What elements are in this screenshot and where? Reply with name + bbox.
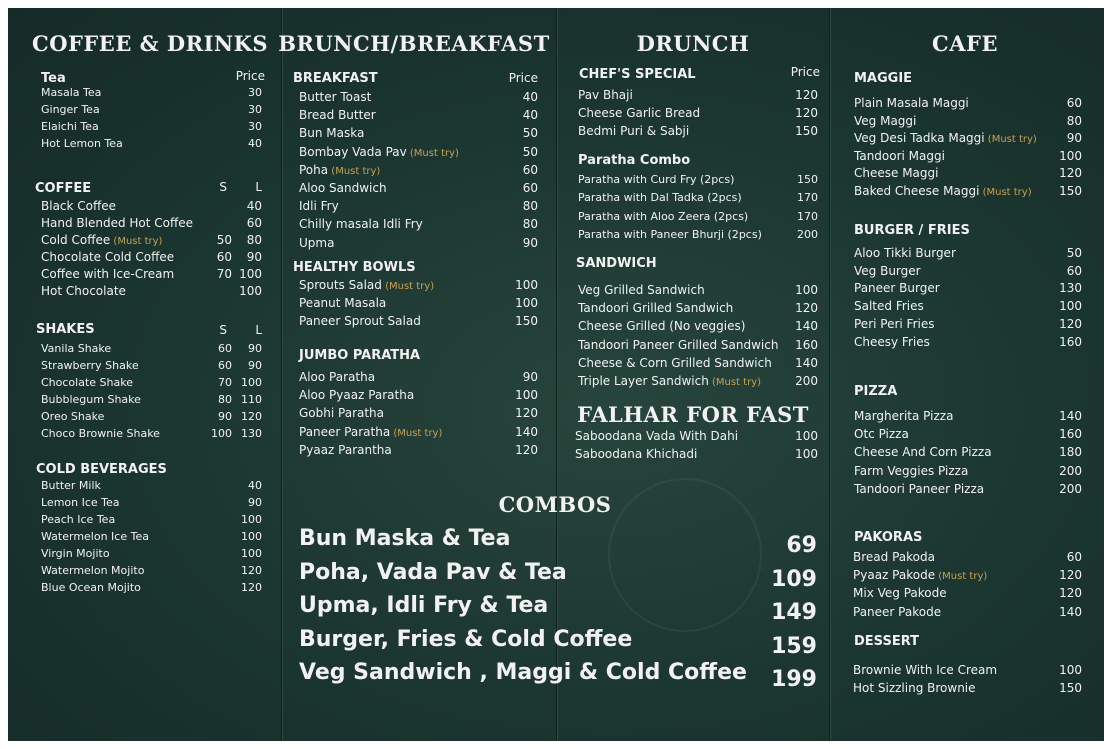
item-name: Hot Lemon Tea (41, 137, 123, 150)
item-name: Tandoori Maggi (854, 148, 945, 163)
item-price: 160 (1059, 334, 1082, 349)
item-name: Oreo Shake (41, 410, 105, 423)
item-name: Butter Milk (41, 479, 101, 492)
item-price: 30 (248, 86, 262, 99)
combo-price: 69 (786, 533, 817, 558)
item-name: Aloo Sandwich (299, 181, 387, 195)
item-name: Bread Butter (299, 108, 376, 123)
item-name: Mix Veg Pakode (853, 586, 947, 601)
item-name: Lemon Ice Tea (41, 496, 120, 509)
section-title-brunch-breakfast: BRUNCH/BREAKFAST (278, 31, 550, 56)
item-price: 50 (1066, 246, 1082, 260)
must-try-tag: (Must try) (110, 236, 163, 247)
item-name: Saboodana Vada With Dahi (575, 429, 739, 443)
item-name: Tandoori Paneer Pizza (854, 481, 985, 496)
item-price: 120 (795, 106, 818, 120)
section-title-coffee-drinks: COFFEE & DRINKS (31, 31, 269, 56)
item-name: Pyaaz Pakode (Must try) (853, 568, 988, 583)
item-price-large: 60 (246, 216, 262, 230)
item-name: Cheese And Corn Pizza (854, 445, 992, 460)
item-price: 120 (515, 442, 538, 457)
item-price: 120 (241, 564, 262, 577)
price-label: Price (790, 65, 820, 79)
item-price: 40 (522, 90, 538, 104)
item-price: 90 (522, 370, 538, 384)
item-name: Peri Peri Fries (854, 316, 935, 331)
item-price: 140 (795, 355, 818, 370)
combo-price: 159 (771, 633, 817, 659)
item-price-large: 100 (239, 284, 262, 298)
item-price-small: 60 (218, 359, 232, 372)
combo-price: 199 (771, 667, 817, 692)
item-price: 100 (241, 547, 262, 560)
item-name: Peanut Masala (299, 296, 387, 311)
item-name: Poha (Must try) (299, 162, 381, 177)
item-price: 120 (1059, 568, 1082, 583)
item-name: Cheese Grilled (No veggies) (578, 319, 746, 334)
item-price: 100 (795, 283, 818, 297)
item-name: Plain Masala Maggi (854, 96, 969, 110)
size-large-label: L (255, 180, 262, 194)
size-large-label: L (255, 323, 262, 337)
item-price: 100 (241, 530, 262, 543)
combo-name: Veg Sandwich , Maggi & Cold Coffee (299, 660, 747, 685)
item-name: Salted Fries (854, 299, 924, 314)
combo-price: 109 (771, 566, 817, 592)
menu-board (8, 8, 1104, 741)
item-price: 50 (522, 126, 538, 141)
item-price-large: 90 (246, 250, 262, 264)
size-small-label: S (219, 180, 227, 194)
item-price: 30 (248, 120, 262, 133)
item-price-small: 50 (216, 233, 232, 247)
header-shakes: SHAKES (36, 322, 95, 337)
item-price: 90 (248, 496, 262, 509)
item-price: 30 (248, 103, 262, 116)
item-name: Virgin Mojito (41, 547, 110, 560)
header-paratha-combo: Paratha Combo (578, 153, 691, 168)
item-name: Tandoori Paneer Grilled Sandwich (578, 337, 779, 352)
item-price: 60 (1066, 550, 1082, 564)
item-name: Cheese & Corn Grilled Sandwich (578, 355, 772, 370)
item-price: 40 (248, 479, 262, 492)
item-price: 90 (522, 235, 538, 250)
item-price-large: 100 (241, 376, 262, 389)
item-price: 120 (795, 88, 818, 102)
header-cold-beverages: COLD BEVERAGES (36, 462, 167, 477)
item-price: 170 (797, 191, 818, 205)
item-price: 100 (515, 296, 538, 311)
item-name: Bun Maska (299, 126, 365, 141)
item-name: Strawberry Shake (41, 359, 139, 372)
item-price-small: 70 (216, 267, 232, 281)
item-name: Watermelon Ice Tea (41, 530, 149, 543)
item-price: 100 (1059, 663, 1082, 677)
item-name: Cheesy Fries (854, 334, 930, 349)
item-name: Upma (299, 235, 335, 250)
item-price-large: 40 (246, 199, 262, 213)
item-price: 40 (248, 137, 262, 150)
item-name: Choco Brownie Shake (41, 427, 160, 440)
item-name: Butter Toast (299, 90, 372, 104)
item-price: 150 (1059, 184, 1082, 198)
item-name: Veg Desi Tadka Maggi (Must try) (854, 131, 1037, 146)
header-burger-fries: BURGER / FRIES (854, 223, 970, 238)
item-name: Vanila Shake (41, 342, 112, 355)
item-price: 180 (1059, 445, 1082, 460)
item-price: 90 (1066, 131, 1082, 146)
item-name: Paratha with Paneer Bhurji (2pcs) (578, 227, 762, 241)
item-name: Veg Burger (854, 263, 921, 278)
must-try-tag: (Must try) (984, 134, 1037, 146)
item-name: Sprouts Salad (Must try) (299, 278, 435, 292)
item-name: Bombay Vada Pav (Must try) (299, 144, 459, 159)
item-name: Coffee with Ice-Cream (41, 267, 175, 281)
item-price: 60 (522, 181, 538, 195)
price-label: Price (235, 69, 265, 83)
item-name: Masala Tea (41, 86, 102, 99)
item-price: 120 (1059, 166, 1082, 181)
item-price-large: 130 (241, 427, 262, 440)
item-price: 140 (795, 319, 818, 334)
combo-name: Burger, Fries & Cold Coffee (299, 626, 633, 652)
item-name: Pav Bhaji (578, 88, 633, 102)
item-name: Chocolate Cold Coffee (41, 250, 175, 264)
item-name: Baked Cheese Maggi (Must try) (854, 184, 1032, 198)
item-name: Triple Layer Sandwich (Must try) (578, 374, 762, 388)
item-name: Idli Fry (299, 199, 339, 214)
must-try-tag: (Must try) (708, 377, 762, 388)
column-divider (281, 8, 282, 741)
item-price: 100 (241, 513, 262, 526)
item-price: 140 (1059, 409, 1082, 423)
header-tea: Tea (41, 71, 66, 86)
item-price: 150 (795, 124, 818, 138)
combo-price: 149 (771, 600, 817, 625)
item-price-large: 100 (239, 267, 262, 281)
item-name: Bedmi Puri & Sabji (578, 124, 690, 138)
item-price: 150 (515, 314, 538, 329)
item-price: 120 (241, 581, 262, 594)
must-try-tag: (Must try) (390, 427, 443, 439)
must-try-tag: (Must try) (406, 147, 459, 159)
item-name: Pyaaz Parantha (299, 442, 392, 457)
header-breakfast: BREAKFAST (293, 71, 378, 86)
item-price: 200 (797, 227, 818, 241)
item-name: Gobhi Paratha (299, 406, 385, 421)
section-title-falhar-for-fast: FALHAR FOR FAST (577, 402, 809, 427)
item-price-small: 80 (218, 393, 232, 406)
item-name: Paratha with Aloo Zeera (2pcs) (578, 209, 749, 223)
header-healthy-bowls: HEALTHY BOWLS (293, 260, 416, 275)
item-price: 100 (515, 278, 538, 292)
header-maggie: MAGGIE (854, 71, 913, 86)
item-name: Cheese Maggi (854, 166, 939, 181)
header-pakoras: PAKORAS (854, 530, 923, 545)
item-name: Paneer Paratha (Must try) (299, 424, 443, 439)
item-price: 80 (522, 199, 538, 214)
item-name: Cheese Garlic Bread (578, 106, 701, 120)
item-price: 60 (522, 162, 538, 177)
item-name: Elaichi Tea (41, 120, 99, 133)
item-price: 120 (795, 301, 818, 316)
item-name: Hand Blended Hot Coffee (41, 216, 194, 230)
item-price-small: 60 (216, 250, 232, 264)
combo-name: Upma, Idli Fry & Tea (299, 593, 549, 618)
item-name: Chilly masala Idli Fry (299, 217, 423, 232)
item-price: 100 (515, 388, 538, 403)
item-price-large: 80 (246, 233, 262, 247)
item-name: Otc Pizza (854, 427, 909, 442)
item-price: 170 (797, 209, 818, 223)
item-name: Paratha with Dal Tadka (2pcs) (578, 191, 742, 205)
item-name: Bread Pakoda (853, 550, 935, 564)
header-dessert: DESSERT (854, 634, 919, 649)
combo-name: Poha, Vada Pav & Tea (299, 559, 567, 585)
item-price: 120 (515, 406, 538, 421)
item-price: 60 (1066, 263, 1082, 278)
item-name: Bubblegum Shake (41, 393, 141, 406)
combo-name: Bun Maska & Tea (299, 526, 511, 551)
header-sandwich: SANDWICH (576, 256, 657, 271)
item-name: Black Coffee (41, 199, 117, 213)
item-price-small: 60 (218, 342, 232, 355)
item-price: 150 (797, 173, 818, 186)
item-price-small: 90 (218, 410, 232, 423)
item-price-large: 120 (241, 410, 262, 423)
item-name: Tandoori Grilled Sandwich (578, 301, 734, 316)
must-try-tag: (Must try) (979, 187, 1032, 198)
item-name: Watermelon Mojito (41, 564, 145, 577)
item-price: 130 (1059, 281, 1082, 296)
item-name: Paneer Pakode (853, 604, 942, 619)
item-price: 140 (1059, 604, 1082, 619)
item-price: 80 (522, 217, 538, 232)
item-name: Aloo Paratha (299, 370, 376, 384)
item-name: Hot Sizzling Brownie (853, 680, 976, 695)
item-name: Peach Ice Tea (41, 513, 116, 526)
column-divider (829, 8, 830, 741)
item-price: 120 (1059, 316, 1082, 331)
must-try-tag: (Must try) (935, 571, 988, 583)
header-pizza: PIZZA (854, 384, 898, 399)
item-price: 100 (1059, 148, 1082, 163)
item-name: Veg Maggi (854, 113, 917, 128)
item-name: Blue Ocean Mojito (41, 581, 141, 594)
item-price: 140 (515, 424, 538, 439)
item-price-small: 70 (218, 376, 232, 389)
section-title-drunch: DRUNCH (636, 31, 750, 56)
item-price-large: 90 (248, 359, 262, 372)
item-name: Farm Veggies Pizza (854, 463, 969, 478)
item-name: Brownie With Ice Cream (853, 663, 998, 677)
item-price: 150 (1059, 680, 1082, 695)
size-small-label: S (219, 323, 227, 337)
item-price-large: 90 (248, 342, 262, 355)
item-name: Hot Chocolate (41, 284, 126, 298)
item-price-large: 110 (241, 393, 262, 406)
item-name: Aloo Pyaaz Paratha (299, 388, 415, 403)
item-price: 40 (522, 108, 538, 123)
item-name: Paneer Sprout Salad (299, 314, 421, 329)
header-jumbo-paratha: JUMBO PARATHA (299, 348, 421, 363)
item-name: Margherita Pizza (854, 409, 954, 423)
item-price: 60 (1066, 96, 1082, 110)
item-price: 120 (1059, 586, 1082, 601)
must-try-tag: (Must try) (328, 165, 381, 177)
item-price: 80 (1066, 113, 1082, 128)
item-price: 100 (795, 447, 818, 461)
item-price: 160 (795, 337, 818, 352)
header-chefs-special: CHEF'S SPECIAL (579, 67, 696, 82)
item-price: 160 (1059, 427, 1082, 442)
item-name: Veg Grilled Sandwich (578, 283, 705, 297)
header-coffee: COFFEE (35, 181, 92, 196)
item-name: Saboodana Khichadi (575, 447, 698, 461)
price-label: Price (508, 71, 538, 85)
item-name: Cold Coffee (Must try) (41, 233, 163, 247)
item-price: 50 (522, 144, 538, 159)
item-name: Ginger Tea (41, 103, 100, 116)
item-price: 200 (1059, 481, 1082, 496)
item-name: Aloo Tikki Burger (854, 246, 956, 260)
item-price: 200 (1059, 463, 1082, 478)
item-name: Chocolate Shake (41, 376, 133, 389)
item-price: 100 (1059, 299, 1082, 314)
must-try-tag: (Must try) (381, 281, 435, 292)
section-title-cafe: CAFE (932, 31, 998, 56)
item-name: Paneer Burger (854, 281, 940, 296)
section-title-combos: COMBOS (498, 492, 612, 517)
item-price: 200 (795, 374, 818, 388)
item-price-small: 100 (211, 427, 232, 440)
item-price: 100 (795, 429, 818, 443)
item-name: Paratha with Curd Fry (2pcs) (578, 173, 735, 186)
